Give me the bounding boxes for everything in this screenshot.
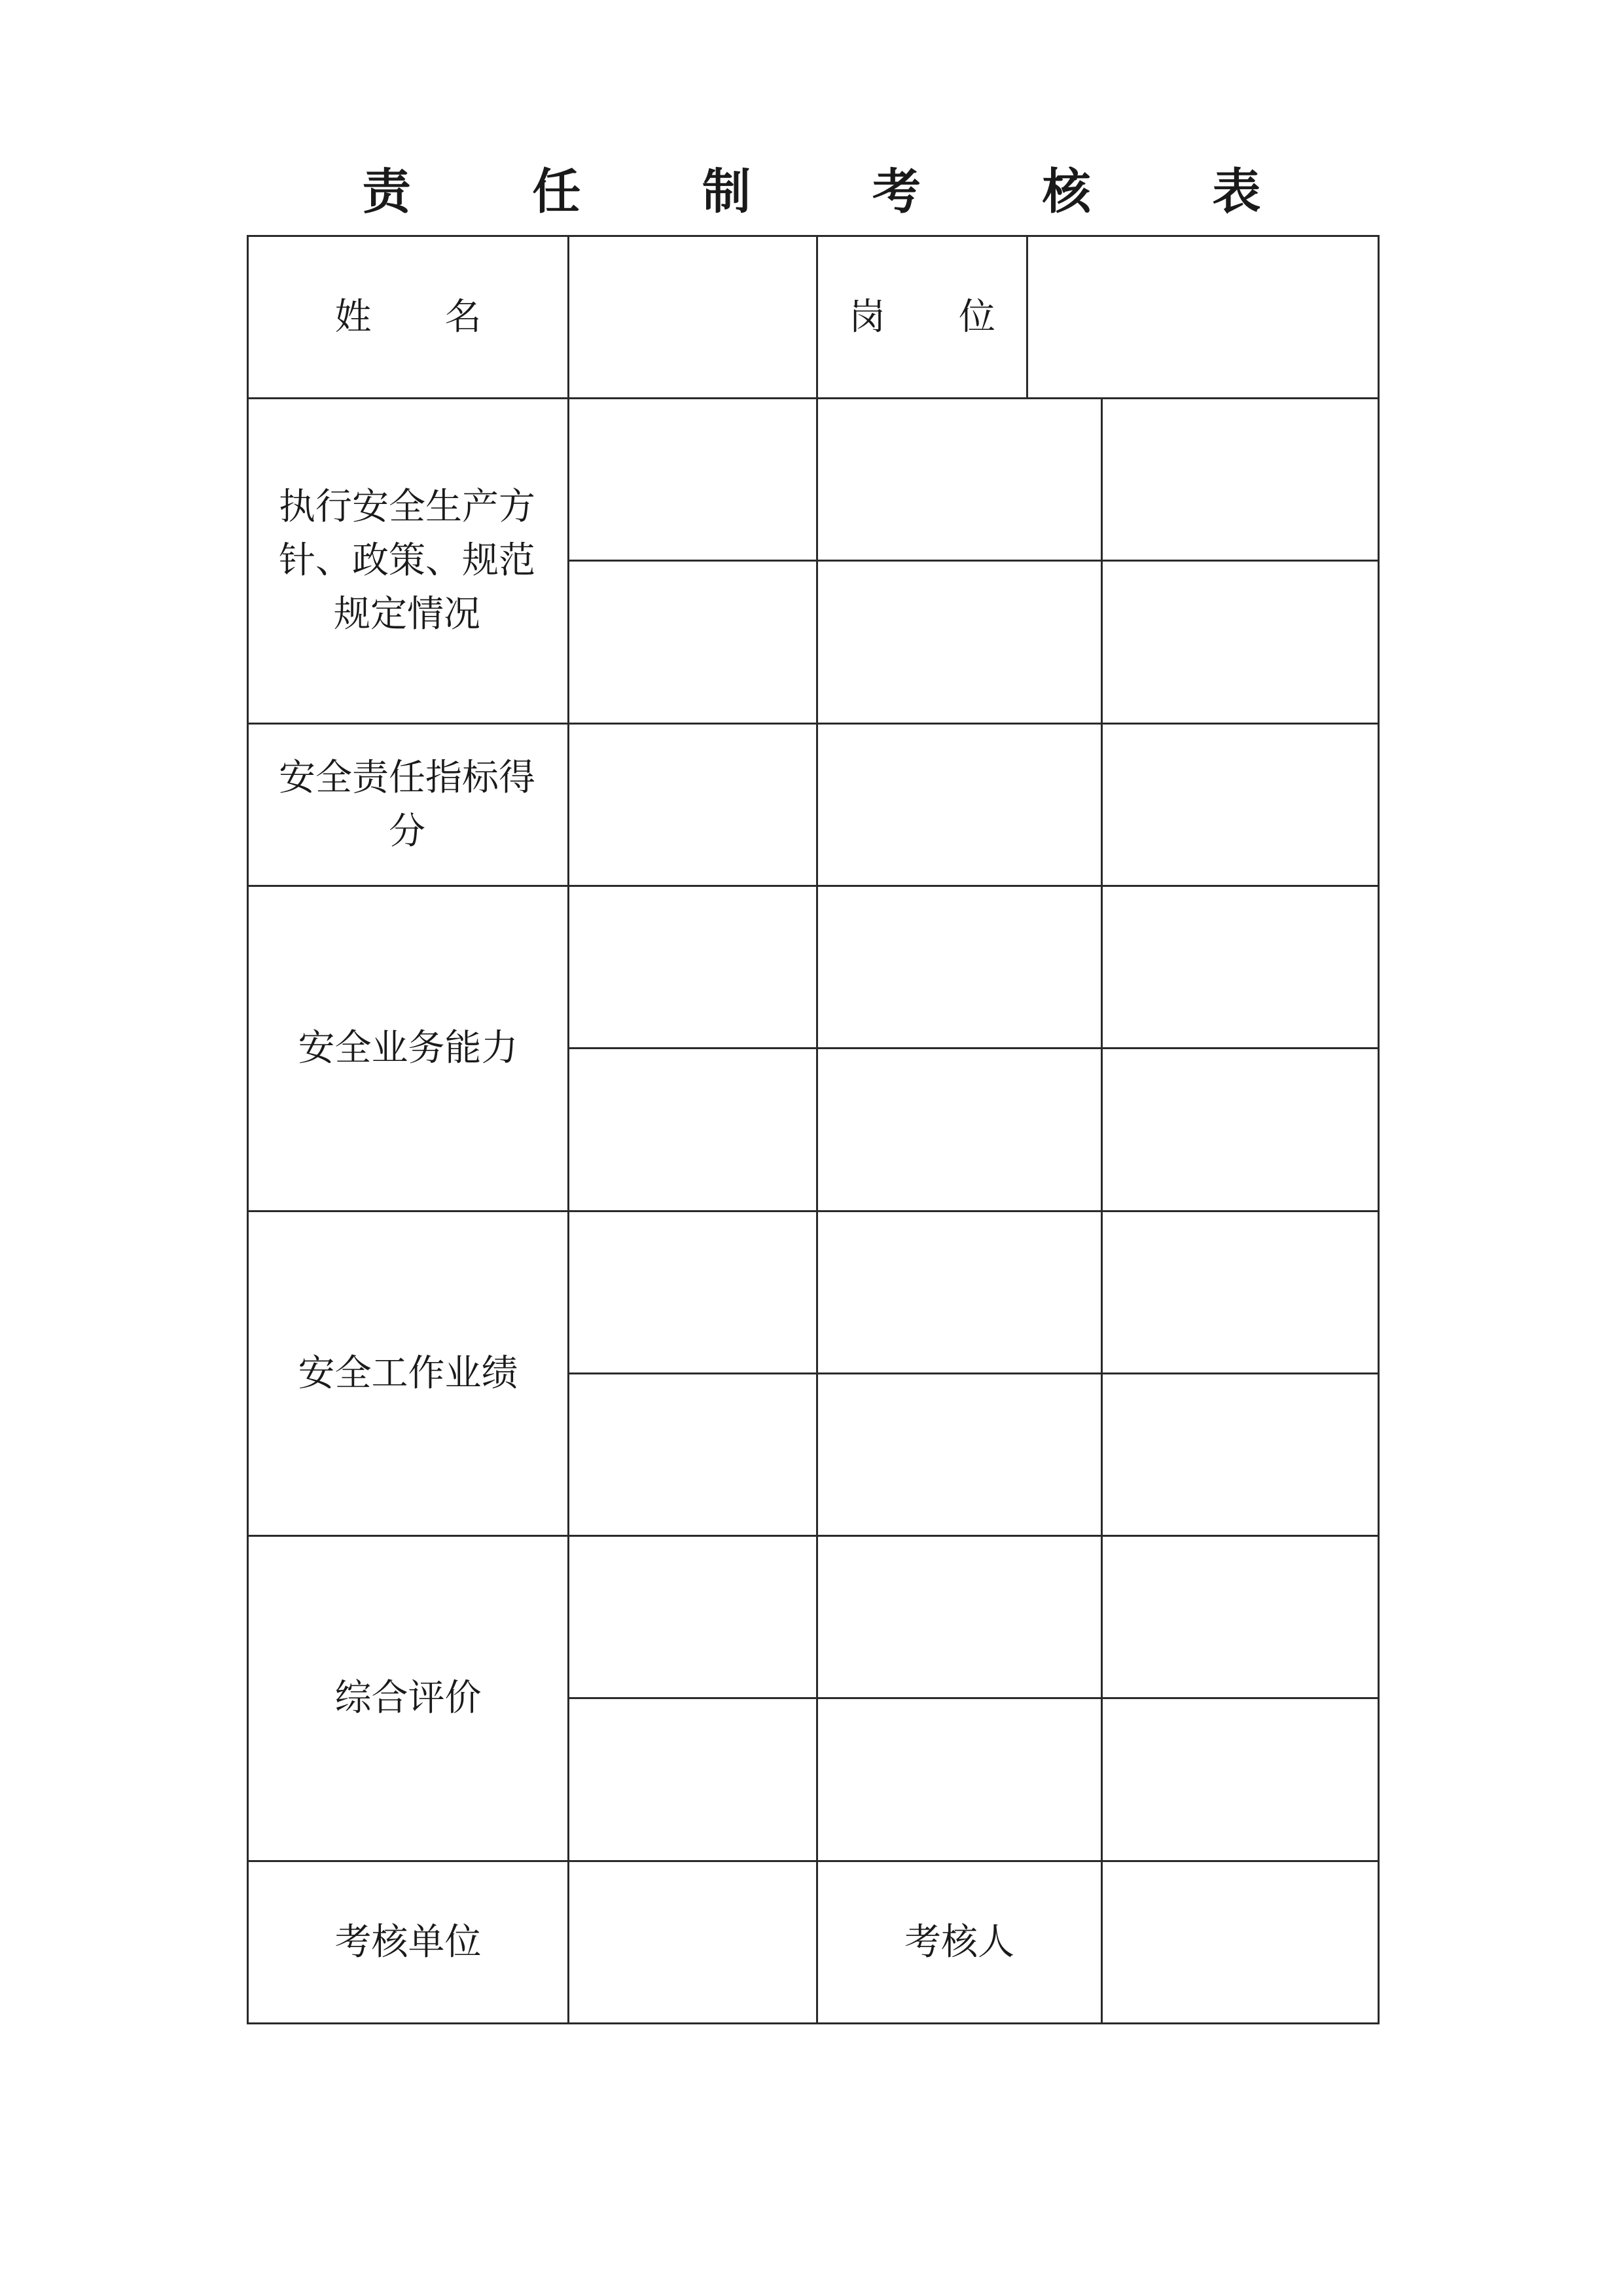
table-subrule <box>567 1047 1380 1049</box>
row-label-business-ability: 安全业务能力 <box>298 1027 518 1069</box>
table-column-rule <box>567 235 569 2024</box>
row-label-work-performance: 安全工作业绩 <box>298 1352 518 1395</box>
table-border-bottom <box>247 2022 1380 2024</box>
unit-label: 考核单位 <box>334 1920 482 1964</box>
table-column-rule <box>1101 397 1103 2024</box>
row-label-policy-compliance: 执行安全生产方针、政策、规范规定情况 <box>279 486 535 636</box>
table-subrule <box>567 560 1380 562</box>
row-label-responsibility-score: 安全责任指标得分 <box>279 756 535 853</box>
row-label-overall-evaluation: 综合评价 <box>334 1677 482 1719</box>
name-label: 姓 名 <box>334 295 482 338</box>
post-label: 岗 位 <box>849 295 995 338</box>
table-subrule <box>567 1697 1380 1699</box>
assessor-label: 考核人 <box>904 1920 1014 1964</box>
table-border-right <box>1378 235 1380 2024</box>
table-column-rule <box>816 235 818 2024</box>
table-subrule <box>567 1372 1380 1374</box>
table-column-rule <box>1026 235 1028 399</box>
page-title: 责 任 制 考 核 表 <box>362 164 1313 220</box>
